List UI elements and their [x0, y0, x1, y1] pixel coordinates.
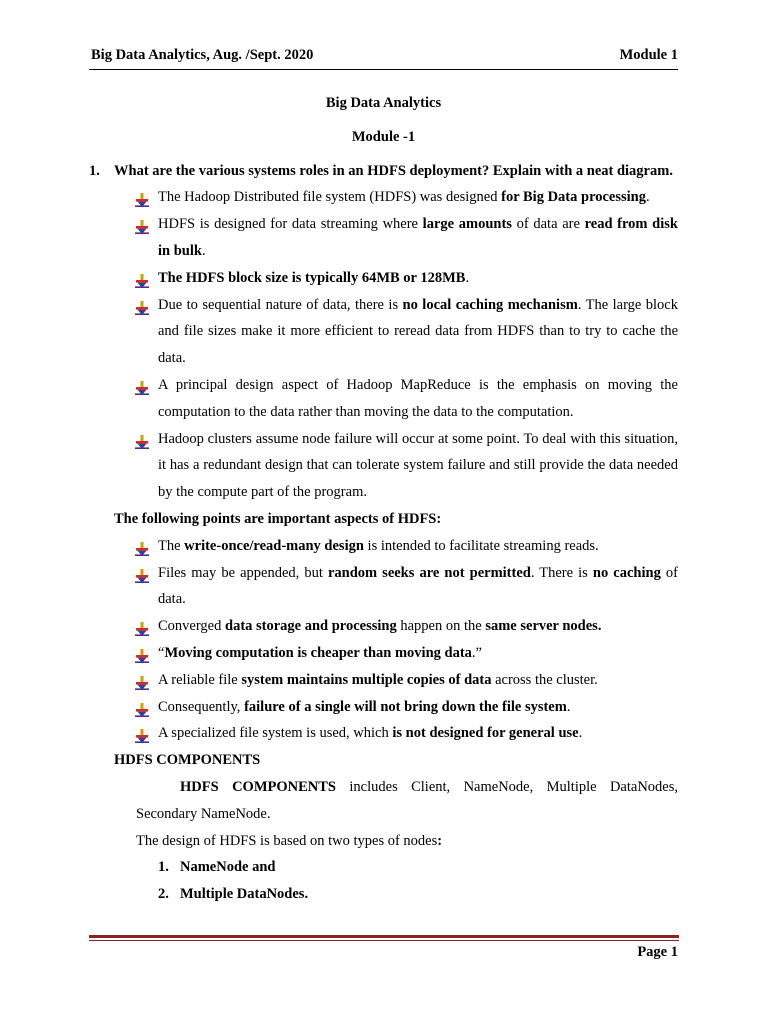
bullet-text: A specialized file system is used, which	[158, 725, 393, 742]
aspect-bullet-item	[158, 533, 678, 560]
bullet-arrow-icon	[135, 673, 149, 687]
bullet-emphasis: failure of a single will not bring down the file system	[244, 698, 567, 715]
question-1	[89, 158, 678, 185]
footer-rule-thick	[89, 935, 679, 938]
node-label: NameNode and	[180, 859, 276, 876]
bullet-text: Files may be appended, but	[158, 564, 328, 581]
overview-bullet-item	[158, 184, 678, 211]
bullet-text: Converged	[158, 618, 225, 635]
bullet-arrow-icon	[135, 271, 149, 285]
bullet-arrow-icon	[135, 566, 149, 580]
bullet-text: .	[566, 698, 571, 715]
header-module: Module 1	[619, 47, 678, 63]
bullet-text: Hadoop clusters assume node failure will occur at some point. To deal with this situation, it has a redundant design that can tolerate system failure and still provide the data needed by the compute part of the program.	[158, 430, 678, 501]
bullet-text: .	[646, 189, 650, 206]
question-number: 1.	[89, 162, 100, 179]
bullet-text: across the cluster.	[491, 671, 598, 688]
question-text: What are the various systems roles in an HDFS deployment? Explain with a neat diagram.	[114, 162, 673, 179]
aspect-bullet-item	[158, 560, 678, 614]
module-title: Module -1	[351, 128, 416, 145]
bullet-text: happen on the	[396, 618, 486, 635]
bullet-arrow-icon	[135, 726, 149, 740]
bullet-text: of data.	[158, 564, 678, 608]
bullet-text: of data are	[511, 216, 585, 233]
bullet-list-hdfs-aspects	[89, 533, 678, 747]
components-bold: HDFS COMPONENTS	[180, 778, 336, 795]
node-item-1	[89, 854, 678, 881]
aspect-bullet-item	[158, 720, 678, 747]
bullet-text: .	[201, 242, 206, 259]
page-number: Page 1	[637, 944, 678, 960]
overview-bullet-item	[158, 265, 678, 292]
bullet-list-hdfs-overview	[89, 184, 678, 506]
bullet-arrow-icon	[135, 700, 149, 714]
bullet-emphasis: no caching	[592, 564, 661, 581]
bullet-arrow-icon	[135, 619, 149, 633]
bullet-emphasis: system maintains multiple copies of data	[241, 671, 492, 688]
header-course: Big Data Analytics, Aug. /Sept. 2020	[91, 47, 314, 63]
bullet-emphasis: for Big Data processing	[501, 189, 646, 206]
bullet-emphasis: data storage and processing	[225, 618, 397, 635]
bullet-emphasis: same server nodes.	[485, 618, 602, 635]
bullet-text: .”	[471, 644, 482, 661]
bullet-text: The	[158, 537, 185, 554]
bullet-arrow-icon	[135, 539, 149, 553]
design-colon: :	[437, 832, 443, 849]
bullet-emphasis: Moving computation is cheaper than moving data	[164, 644, 472, 661]
aspects-heading: The following points are important aspects of HDFS:	[114, 510, 442, 527]
bullet-text: A principal design aspect of Hadoop MapReduce is the emphasis on moving the computation to the data rather than moving the data to the computation.	[158, 376, 678, 420]
bullet-text: HDFS is designed for data streaming where	[158, 216, 423, 233]
bullet-emphasis: is not designed for general use	[392, 725, 579, 742]
components-heading: HDFS COMPONENTS	[114, 752, 261, 769]
bullet-arrow-icon	[135, 432, 149, 446]
bullet-text: .	[578, 725, 583, 742]
bullet-emphasis: read from disk in bulk	[158, 216, 678, 259]
node-number: 2.	[158, 886, 169, 903]
aspect-bullet-item	[158, 667, 678, 694]
bullet-emphasis: no local caching mechanism	[402, 296, 578, 313]
bullet-text: is intended to facilitate streaming reads.	[363, 537, 599, 554]
design-line	[89, 828, 678, 855]
aspect-bullet-item	[158, 613, 678, 640]
aspect-bullet-item	[158, 694, 678, 721]
bullet-text: A reliable file	[158, 671, 242, 688]
aspect-bullet-item	[158, 640, 678, 667]
bullet-text: . The large block and file sizes make it more efficient to reread data from HDFS than to try to cache the data.	[158, 296, 678, 367]
bullet-arrow-icon	[135, 298, 149, 312]
running-header	[91, 47, 678, 67]
node-number: 1.	[158, 859, 169, 876]
overview-bullet-item	[158, 292, 678, 372]
bullet-emphasis: random seeks are not permitted	[327, 564, 531, 581]
bullet-text: The Hadoop Distributed file system (HDFS) was designed	[158, 189, 502, 206]
overview-bullet-item	[158, 211, 678, 265]
bullet-text: Consequently,	[158, 698, 245, 715]
bullet-arrow-icon	[135, 646, 149, 660]
header-rule	[89, 69, 678, 70]
components-rest: includes Client, NameNode, Multiple DataNodes, Secondary NameNode.	[136, 778, 678, 822]
node-item-2	[89, 881, 678, 908]
bullet-text: Due to sequential nature of data, there is	[158, 296, 403, 313]
bullet-arrow-icon	[135, 378, 149, 392]
bullet-emphasis: write-once/read-many design	[184, 537, 364, 554]
bullet-emphasis: The HDFS block size is typically 64MB or 128MB	[158, 269, 466, 286]
overview-bullet-item	[158, 426, 678, 506]
bullet-arrow-icon	[135, 217, 149, 231]
page-content	[89, 90, 678, 908]
design-text: The design of HDFS is based on two types of nodes	[136, 832, 438, 849]
overview-bullet-item	[158, 372, 678, 426]
node-label: Multiple DataNodes.	[180, 886, 309, 903]
doc-title: Big Data Analytics	[325, 95, 442, 111]
bullet-text: “	[158, 644, 165, 661]
footer-rule-thin	[89, 940, 679, 941]
bullet-text: .	[465, 269, 470, 286]
bullet-text: . There is	[530, 564, 593, 581]
bullet-emphasis: large amounts	[422, 216, 512, 233]
bullet-arrow-icon	[135, 190, 149, 204]
components-paragraph	[89, 774, 678, 828]
